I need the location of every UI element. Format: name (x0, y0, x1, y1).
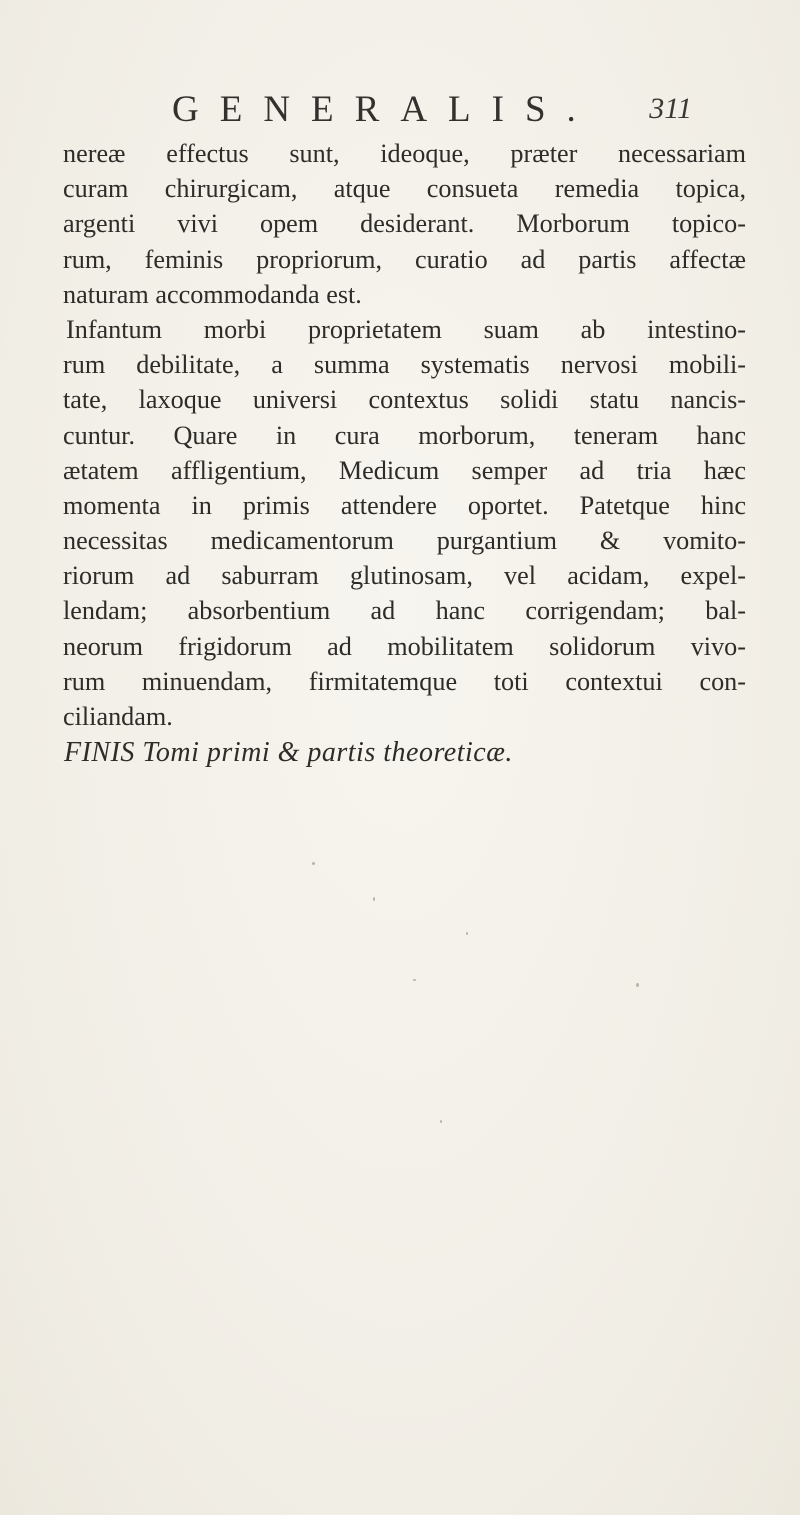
text-line: ciliandam. (63, 702, 173, 731)
paper-speck (440, 1120, 442, 1123)
paper-speck (373, 897, 375, 901)
text-line: tate, laxoque universi contextus solidi statu nancis- (63, 385, 746, 415)
paper-speck (466, 932, 468, 935)
text-line: ætatem affligentium, Medicum semper ad tria hæc (63, 455, 746, 485)
text-line: cuntur. Quare in cura morborum, teneram hanc (63, 420, 746, 450)
text-line: riorum ad saburram glutinosam, vel acidam, expel- (63, 561, 746, 591)
paper-speck (636, 983, 639, 987)
text-line: argenti vivi opem desiderant. Morborum topico- (63, 209, 746, 239)
text-line: curam chirurgicam, atque consueta remedia topica, (63, 174, 746, 204)
paper-speck (413, 979, 416, 981)
text-line: Infantum morbi proprietatem suam ab intestino- (66, 314, 746, 344)
text-line: nereæ effectus sunt, ideoque, præter necessariam (63, 139, 746, 168)
text-line: rum minuendam, firmitatemque toti contextui con- (63, 666, 746, 696)
text-line: neorum frigidorum ad mobilitatem solidorum vivo- (63, 631, 746, 661)
page-number: 311 (649, 92, 692, 125)
text-line: rum, feminis propriorum, curatio ad partis affectæ (63, 244, 746, 274)
paper-speck (312, 862, 315, 865)
colophon: FINIS Tomi primi & partis theoreticæ. (64, 737, 513, 768)
text-line: lendam; absorbentium ad hanc corrigendam; bal- (63, 596, 746, 626)
running-head (172, 88, 692, 128)
text-line: naturam accommodanda est. (63, 279, 362, 309)
text-line: necessitas medicamentorum purgantium & vomito- (63, 526, 746, 556)
text-line: rum debilitate, a summa systematis nervosi mobili- (63, 350, 746, 380)
body-text (63, 136, 746, 734)
text-line: momenta in primis attendere oportet. Patetque hinc (63, 490, 746, 520)
running-title: GENERALIS. (172, 89, 597, 130)
